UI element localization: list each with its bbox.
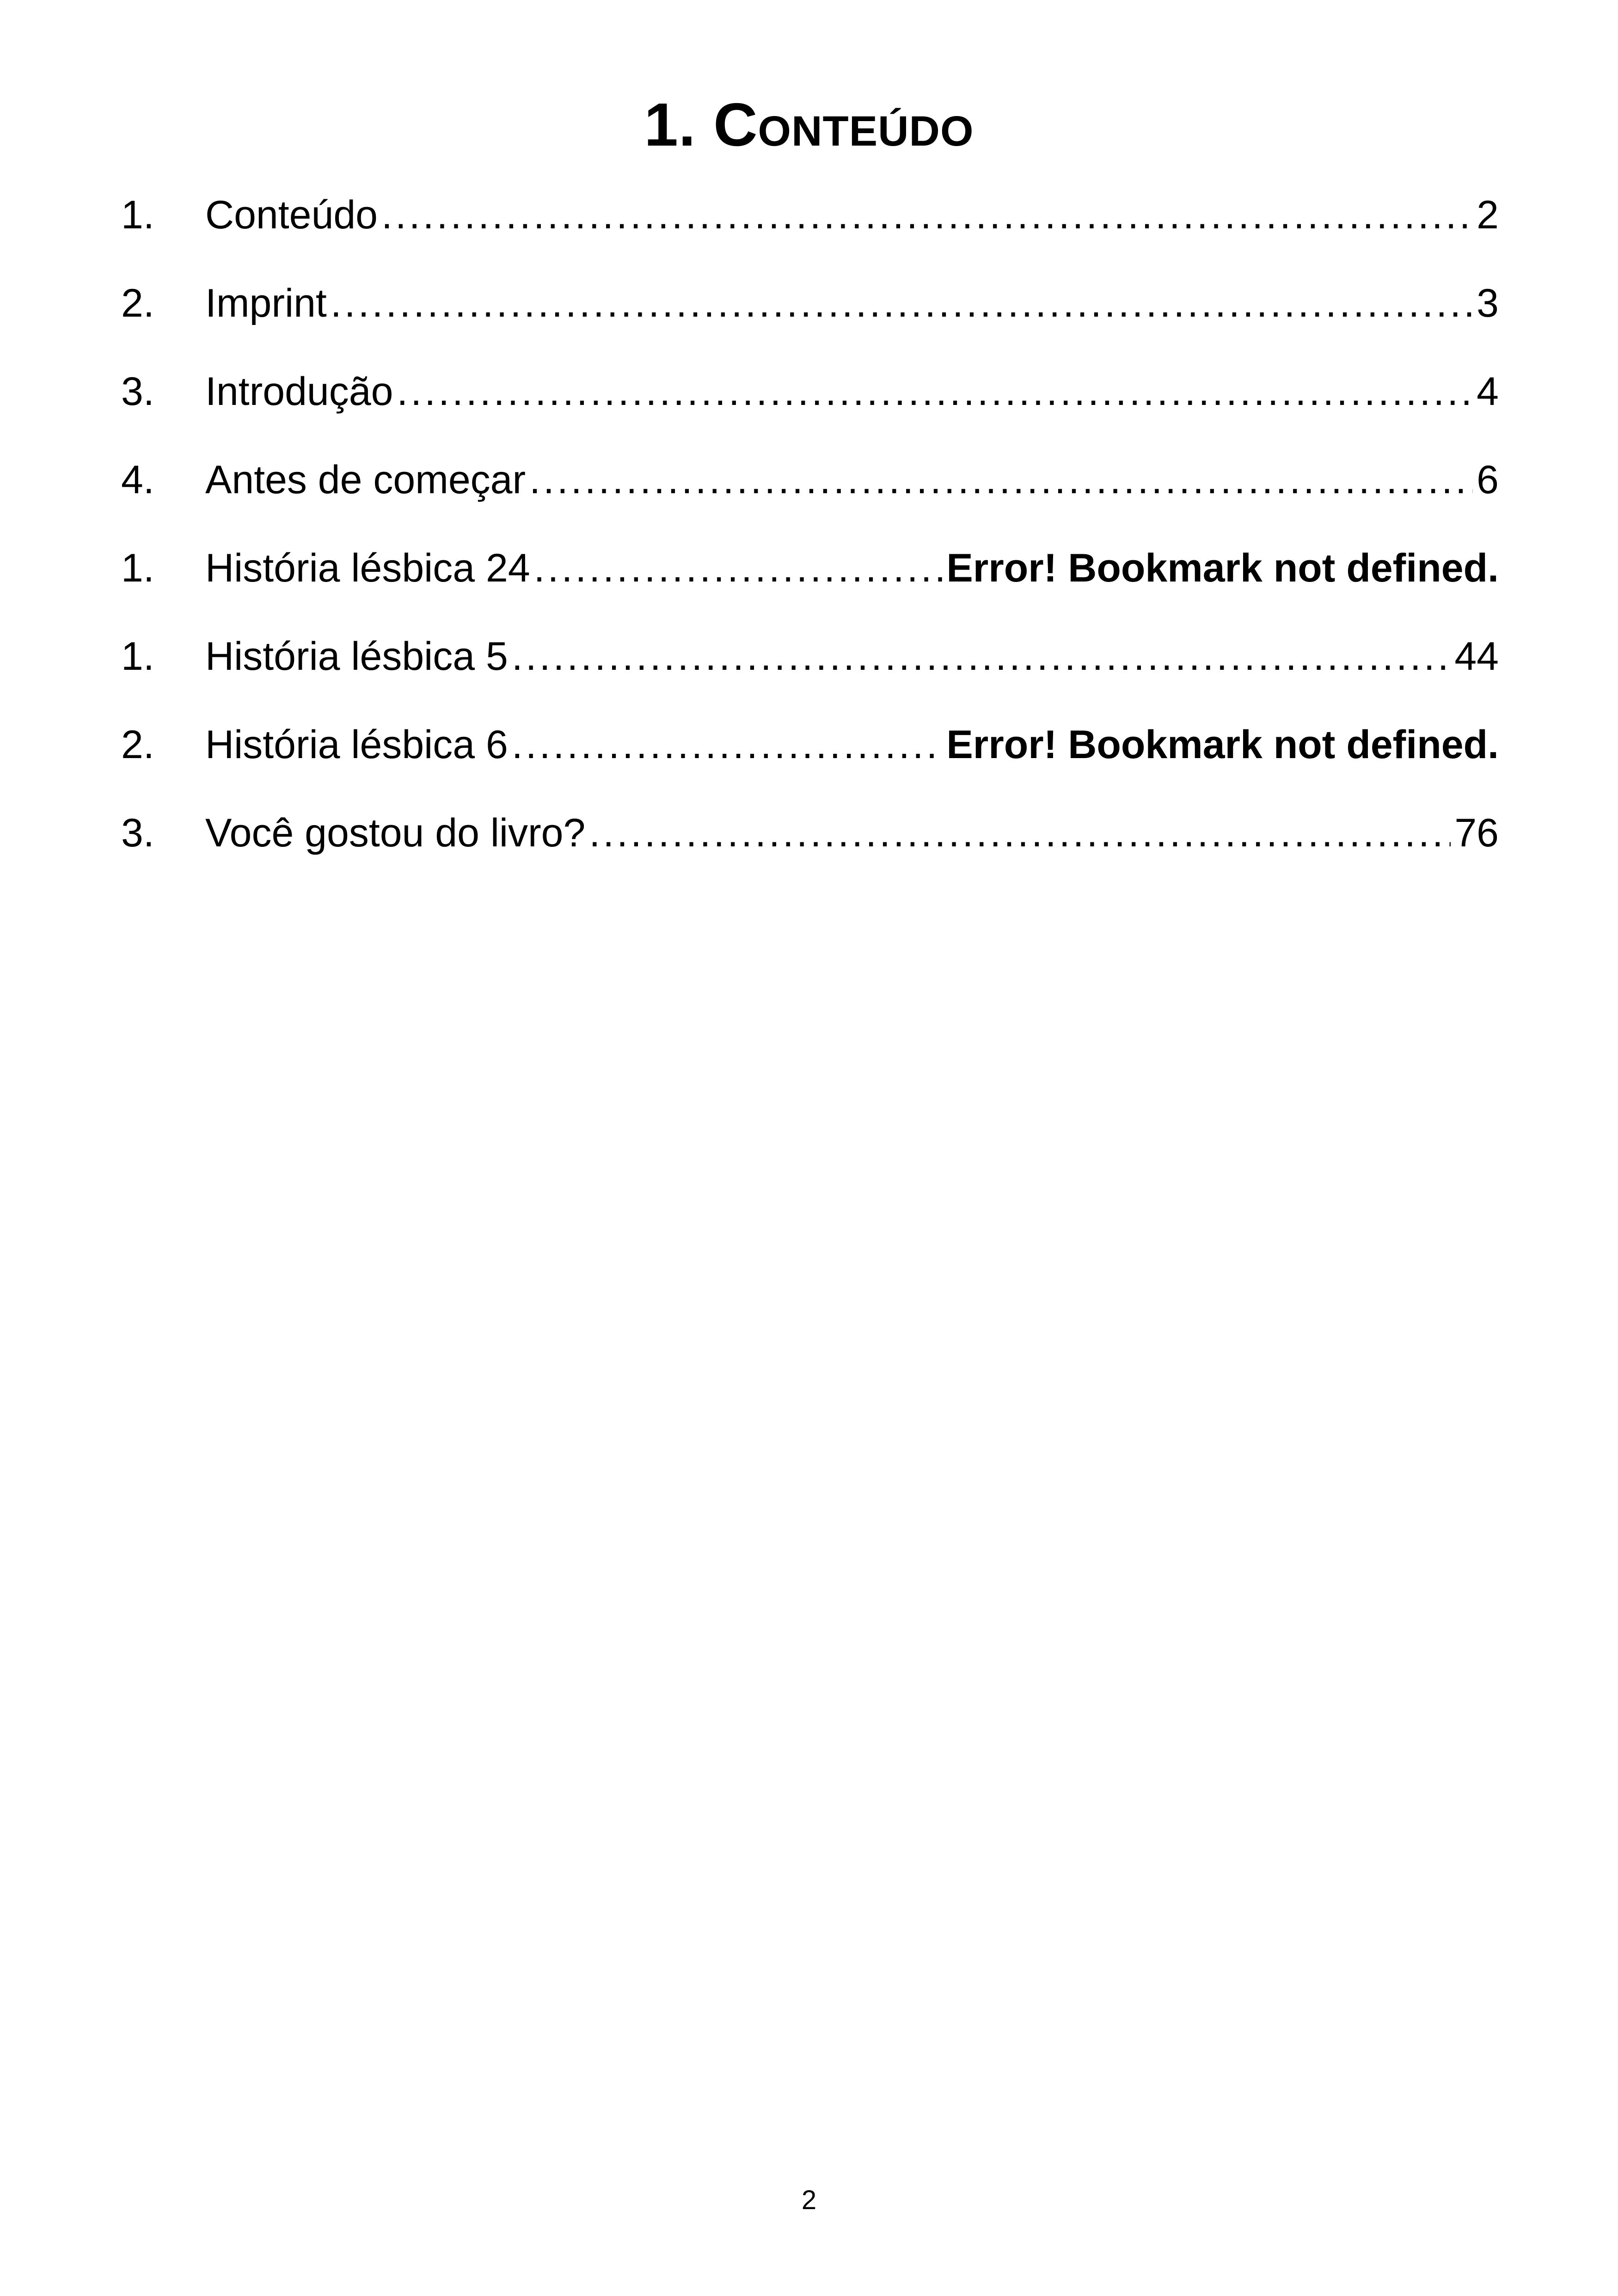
toc-dot-leader xyxy=(512,715,943,775)
toc-entry-number: 2. xyxy=(121,281,154,325)
toc-entry[interactable] xyxy=(121,626,1499,715)
toc-entry-label[interactable]: Imprint xyxy=(205,281,327,325)
toc-entry-label[interactable]: Introdução xyxy=(205,369,393,414)
toc-entry-number: 3. xyxy=(121,811,154,855)
toc-entry-page[interactable]: 4 xyxy=(1477,369,1499,414)
toc-entry-label[interactable]: História lésbica 6 xyxy=(205,722,508,767)
toc-dot-leader xyxy=(589,803,1451,863)
toc-entry-page-error[interactable]: Error! Bookmark not defined. xyxy=(946,546,1499,590)
toc-entry-number: 2. xyxy=(121,722,154,767)
toc-entry-label[interactable]: Antes de começar xyxy=(205,458,526,502)
toc-entry-label[interactable]: História lésbica 24 xyxy=(205,546,530,590)
toc-dot-leader xyxy=(331,273,1473,333)
toc-entry[interactable] xyxy=(121,450,1499,538)
toc-entry-label[interactable]: Conteúdo xyxy=(205,193,378,237)
toc-dot-leader xyxy=(397,361,1473,422)
toc-entry-number: 1. xyxy=(121,546,154,590)
toc-entry[interactable] xyxy=(121,803,1499,891)
toc-dot-leader xyxy=(529,450,1473,510)
toc-dot-leader xyxy=(381,185,1473,245)
toc-entry-label[interactable]: Você gostou do livro? xyxy=(205,811,586,855)
toc-entry-page[interactable]: 76 xyxy=(1454,811,1499,855)
toc-entry[interactable] xyxy=(121,185,1499,273)
toc-entry-number: 1. xyxy=(121,193,154,237)
toc-entry[interactable] xyxy=(121,715,1499,803)
table-of-contents xyxy=(121,185,1499,891)
toc-entry-label[interactable]: História lésbica 5 xyxy=(205,634,508,679)
toc-entry[interactable] xyxy=(121,538,1499,626)
toc-entry-number: 1. xyxy=(121,634,154,679)
heading-number: 1. xyxy=(644,91,696,159)
toc-entry-number: 4. xyxy=(121,458,154,502)
page-title xyxy=(0,79,1618,171)
heading-title: Conteúdo xyxy=(713,91,974,159)
toc-entry-page[interactable]: 3 xyxy=(1477,281,1499,325)
page-number: 2 xyxy=(801,2185,817,2215)
toc-dot-leader xyxy=(534,538,943,598)
toc-entry[interactable] xyxy=(121,361,1499,450)
toc-entry-number: 3. xyxy=(121,369,154,414)
toc-dot-leader xyxy=(512,626,1451,686)
toc-entry-page[interactable]: 6 xyxy=(1477,458,1499,502)
toc-entry[interactable] xyxy=(121,273,1499,361)
toc-entry-page[interactable]: 44 xyxy=(1454,634,1499,679)
toc-entry-page[interactable]: 2 xyxy=(1477,193,1499,237)
toc-entry-page-error[interactable]: Error! Bookmark not defined. xyxy=(946,722,1499,767)
